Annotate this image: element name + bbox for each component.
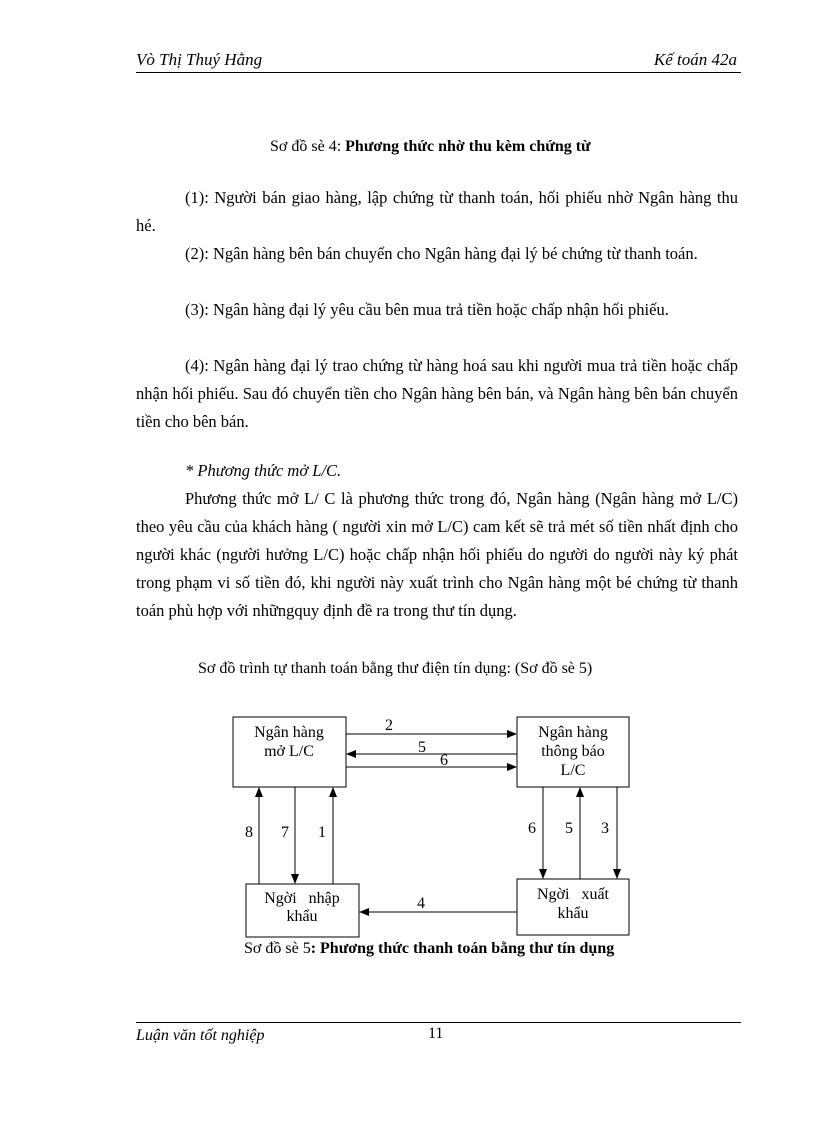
- arrow-6-label: 6: [440, 752, 448, 769]
- caption-4-title: Phương thức nhờ thu kèm chứng từ: [345, 138, 591, 155]
- figure-caption-5: [244, 940, 614, 958]
- arrow-3-label: 3: [601, 820, 609, 837]
- arrow-5-label: 5: [418, 739, 426, 756]
- page-number: 11: [428, 1025, 444, 1042]
- advising-bank-line2: thông báo: [541, 743, 605, 760]
- arrow-7-label: 7: [281, 824, 289, 841]
- advising-bank-line1: Ngân hàng: [538, 724, 608, 741]
- caption-4-prefix: Sơ đồ sè 4:: [270, 138, 346, 155]
- arrow-right-6-label: 6: [528, 820, 536, 837]
- arrow-2-label: 2: [385, 717, 393, 734]
- page-footer: [136, 1022, 741, 1044]
- step-4: (4): Ngân hàng đại lý trao chứng từ hàng hoá sau khi người mua trả tiền hoặc chấp nhận hối phiếu. Sau đó chuyển tiền cho Ngân hàng bên bán, và Ngân hàng bên bán chuyển tiền cho bên bán.: [136, 356, 738, 431]
- diagram-intro: Sơ đồ trình tự thanh toán bằng thư điện tín dụng: (Sơ đồ sè 5): [198, 660, 593, 677]
- step-2: (2): Ngân hàng bên bán chuyển cho Ngân hàng đại lý bé chứng từ thanh toán.: [185, 244, 698, 263]
- section-heading: * Phương thức mở L/C.: [185, 461, 342, 480]
- advising-bank-line3: L/C: [560, 762, 586, 779]
- caption-5-prefix: Sơ đồ sè 5: [244, 940, 311, 957]
- header-author: Vò Thị Thuý Hằng: [136, 50, 263, 69]
- exporter-line2: khẩu: [557, 905, 589, 922]
- step-3: (3): Ngân hàng đại lý yêu cầu bên mua trả tiền hoặc chấp nhận hối phiếu.: [185, 300, 669, 319]
- section-body: Phương thức mở L/ C là phương thức trong đó, Ngân hàng (Ngân hàng mở L/C) theo yêu cầu của khách hàng ( người xin mở L/C) cam kết sẽ trả mét số tiền nhất định cho người khác (người hưởng L/C) hoặc chấp nhận hối phiếu do người do người này ký phát trong phạm vi số tiền đó, khi người này xuất trình cho Ngân hàng một bé chứng từ thanh toán phù hợp với nhữngquy định đề ra trong thư tín dụng.: [136, 489, 738, 620]
- caption-5-title: : Phương thức thanh toán bằng thư tín dụng: [310, 940, 615, 957]
- issuing-bank-line1: Ngân hàng: [254, 724, 324, 741]
- importer-line1: Ngời nhập: [264, 890, 340, 907]
- issuing-bank-line2: mở L/C: [264, 743, 314, 760]
- arrow-1-label: 1: [318, 824, 326, 841]
- arrow-right-5-label: 5: [565, 820, 573, 837]
- arrow-8-label: 8: [245, 824, 253, 841]
- arrow-4-label: 4: [417, 895, 425, 912]
- exporter-line1: Ngời xuất: [536, 886, 610, 903]
- importer-line2: khẩu: [286, 908, 318, 925]
- step-1: (1): Người bán giao hàng, lập chứng từ thanh toán, hối phiếu nhờ Ngân hàng thu hé.: [136, 188, 738, 235]
- footer-label: Luận văn tốt nghiệp: [136, 1027, 265, 1044]
- header-course: Kế toán 42a: [653, 50, 737, 69]
